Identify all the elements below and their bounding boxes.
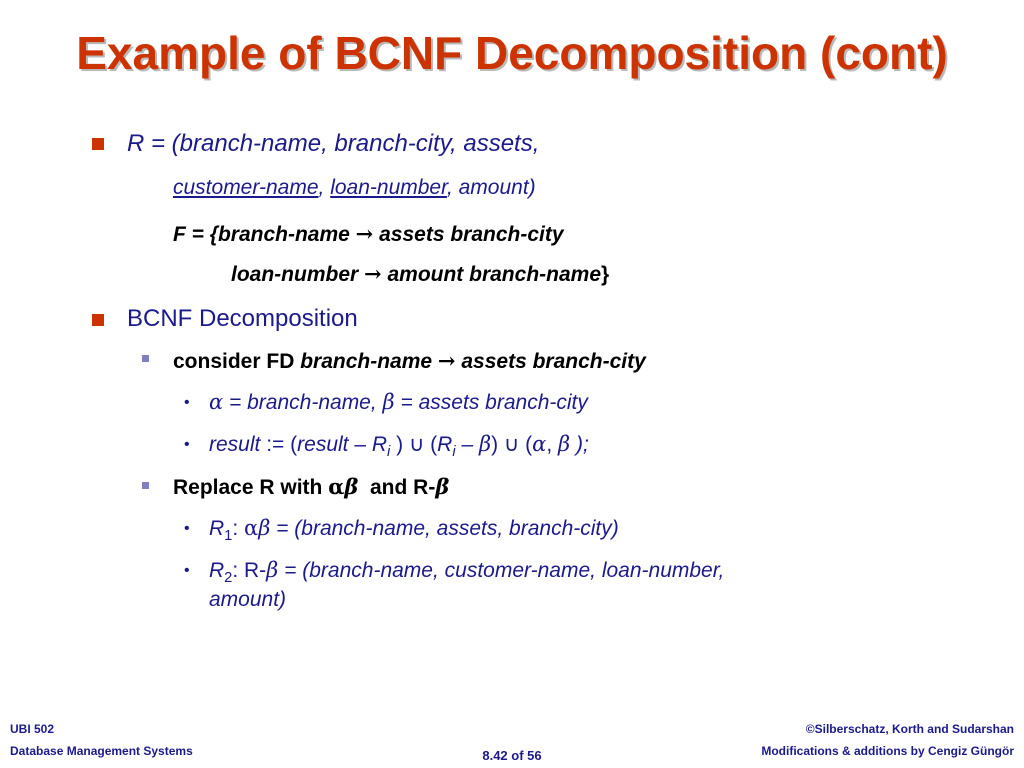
footer-course-name: Database Management Systems <box>10 744 193 758</box>
r1-text: = (branch-name, assets, branch-city) <box>270 517 619 540</box>
relation-schema-text: R = (branch-name, branch-city, assets, <box>127 130 540 157</box>
formula-end: ); <box>570 433 589 456</box>
beta-symbol: β <box>266 558 279 582</box>
sub-bullet-square-icon <box>142 482 149 489</box>
fd-line2 <box>231 261 609 287</box>
result-formula <box>209 432 589 460</box>
alpha-symbol: α <box>328 474 345 499</box>
arrow-icon: → <box>355 221 374 246</box>
fd1-lhs: branch-name <box>217 223 350 246</box>
minus2: – <box>455 433 479 456</box>
beta-symbol: β <box>478 432 492 456</box>
footer-copyright: ©Silberschatz, Korth and Sudarshan <box>805 722 1014 736</box>
union-op2: ) ∪ ( <box>491 433 533 456</box>
fd1-rhs: assets branch-city <box>379 223 564 246</box>
union-op: ) ∪ ( <box>390 433 438 456</box>
and-text: and R- <box>358 476 436 499</box>
beta-definition: = assets branch-city <box>400 391 588 414</box>
beta-symbol: β <box>382 390 395 414</box>
fd2-lhs: loan-number <box>231 263 359 286</box>
relation-schema-line1 <box>127 130 539 158</box>
r1-definition <box>209 516 619 544</box>
consider-fd-lhs: branch-name <box>300 350 433 373</box>
consider-fd-prefix: consider FD <box>173 350 301 373</box>
beta-symbol: β <box>344 474 359 499</box>
amount-attr: , amount) <box>446 176 536 199</box>
sub-bullet-square-icon <box>142 355 149 362</box>
replace-line <box>173 474 449 500</box>
fd-set-close: } <box>601 263 610 286</box>
separator: , <box>318 176 331 199</box>
r2-definition <box>209 558 724 586</box>
consider-fd-line <box>173 348 646 374</box>
footer-modifications: Modifications & additions by Cengiz Güngör <box>761 744 1014 758</box>
ri-sub: i <box>387 444 391 461</box>
footer-course-code: UBI 502 <box>10 722 55 736</box>
ri2-sub: i <box>452 444 456 461</box>
minus: – <box>348 433 372 456</box>
fd-line1 <box>173 221 564 247</box>
r2-text: = (branch-name, customer-name, loan-number, <box>278 559 725 582</box>
assign-op: := ( <box>266 433 298 456</box>
r1-label: R <box>209 517 225 540</box>
arrow-icon: → <box>364 261 382 286</box>
bullet-square-icon <box>92 138 104 150</box>
comma: , <box>546 433 558 456</box>
beta-symbol: β <box>558 432 571 456</box>
dot-bullet-icon: • <box>184 394 190 411</box>
r2-definition-cont: amount) <box>209 588 287 611</box>
customer-name-attr: customer-name <box>173 176 319 199</box>
arrow-icon: → <box>437 348 456 373</box>
alpha-symbol: α <box>209 390 224 414</box>
alpha-symbol: α <box>532 432 547 456</box>
dot-bullet-icon: • <box>184 436 190 453</box>
alpha-symbol: α <box>244 516 259 540</box>
r1-sub: 1 <box>224 528 233 545</box>
result-word2: result <box>297 433 349 456</box>
replace-prefix: Replace R with <box>173 476 329 499</box>
ri2: R <box>437 433 453 456</box>
alpha-beta-definition <box>209 390 588 415</box>
r2-sep: : R- <box>232 559 267 582</box>
beta-symbol: β <box>258 516 271 540</box>
loan-number-attr: loan-number <box>330 176 447 199</box>
r1-sep: : <box>232 517 245 540</box>
fd-set-open: F = { <box>173 223 218 246</box>
fd2-rhs: amount branch-name <box>387 263 601 286</box>
alpha-definition: = branch-name, <box>229 391 377 414</box>
slide-title: Example of BCNF Decomposition (cont) <box>76 27 948 79</box>
dot-bullet-icon: • <box>184 520 190 537</box>
page-number: 8.42 of 56 <box>482 748 542 763</box>
beta-symbol: β <box>435 474 450 499</box>
relation-schema-line2 <box>173 176 536 200</box>
r2-label: R <box>209 559 225 582</box>
r2-sub: 2 <box>224 570 233 587</box>
bullet-square-icon <box>92 314 104 326</box>
result-word: result <box>209 433 261 456</box>
bcnf-decomposition-heading: BCNF Decomposition <box>127 305 358 332</box>
consider-fd-rhs: assets branch-city <box>461 350 646 373</box>
dot-bullet-icon: • <box>184 562 190 579</box>
ri: R <box>371 433 388 456</box>
